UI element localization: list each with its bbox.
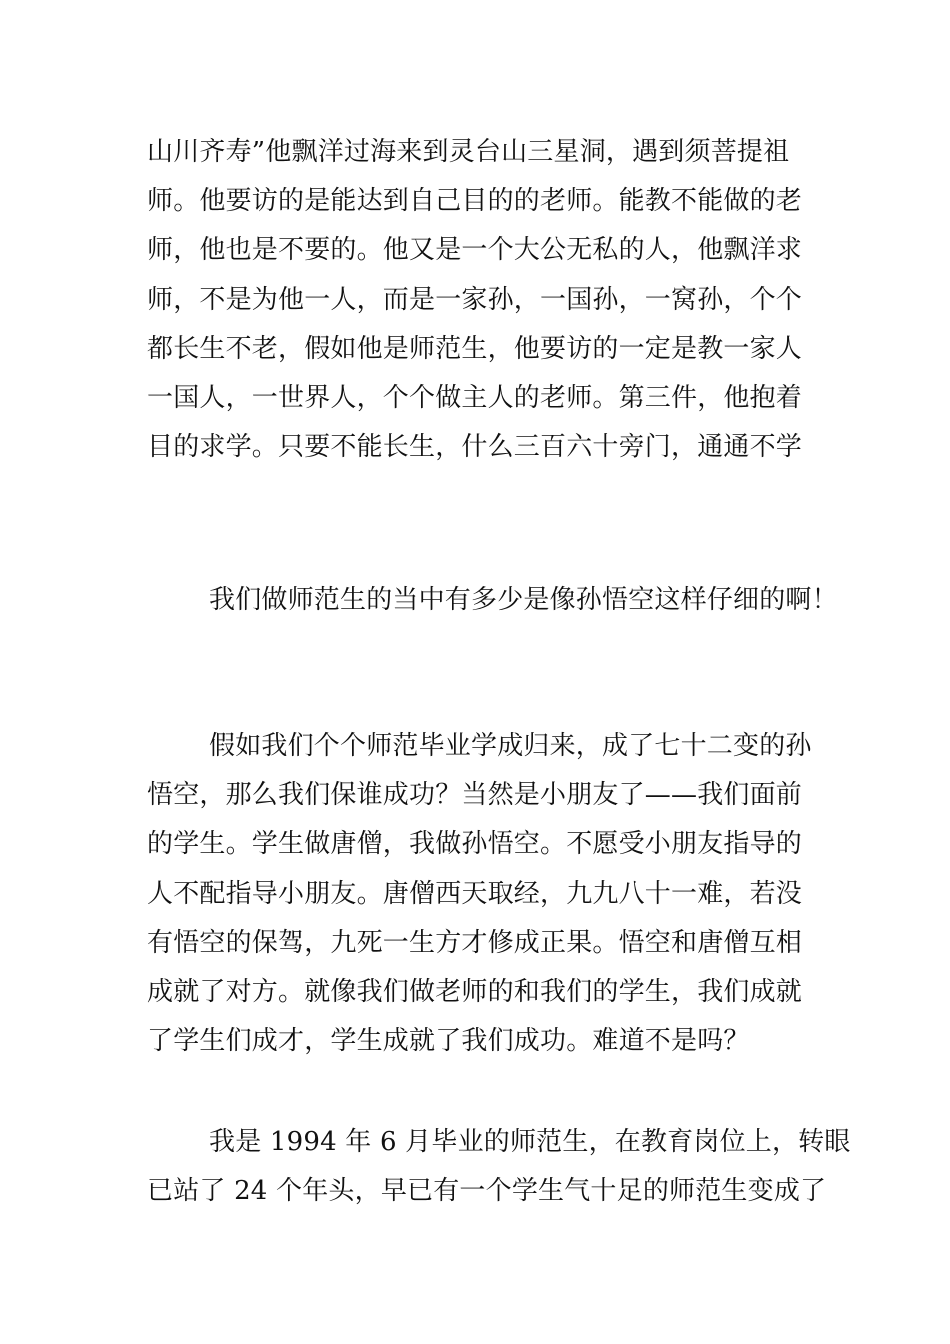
text-line: 成就了对方。就像我们做老师的和我们的学生，我们成就 bbox=[147, 976, 803, 1007]
text-line: 目的求学。只要不能长生，什么三百六十旁门，通通不学 bbox=[147, 432, 803, 463]
text-line: 师。他要访的是能达到自己目的的老师。能教不能做的老 bbox=[147, 186, 803, 217]
text-line: 师，不是为他一人，而是一家孙，一国孙，一窝孙，个个 bbox=[147, 284, 803, 315]
text-line: 我们做师范生的当中有多少是像孙悟空这样仔细的啊！ bbox=[209, 585, 838, 615]
text-line: 已站了 24 个年头，早已有一个学生气十足的师范生变成了 bbox=[147, 1176, 827, 1207]
text-line: 悟空，那么我们保谁成功？当然是小朋友了——我们面前 bbox=[147, 780, 803, 811]
paragraph-4 bbox=[147, 1118, 851, 1216]
text-line: 师，他也是不要的。他又是一个大公无私的人，他飘洋求 bbox=[147, 235, 803, 266]
text-line: 了学生们成才，学生成就了我们成功。难道不是吗？ bbox=[147, 1026, 750, 1057]
text-line: 假如我们个个师范毕业学成归来，成了七十二变的孙 bbox=[209, 731, 812, 761]
text-line: 山川齐寿”他飘洋过海来到灵台山三星洞，遇到须菩提祖 bbox=[147, 137, 790, 167]
text-line: 人不配指导小朋友。唐僧西天取经，九九八十一难，若没 bbox=[147, 878, 803, 909]
paragraph-3 bbox=[147, 722, 812, 1066]
text-line: 一国人，一世界人，个个做主人的老师。第三件，他抱着 bbox=[147, 382, 803, 413]
text-line: 的学生。学生做唐僧，我做孙悟空。不愿受小朋友指导的 bbox=[147, 829, 803, 860]
paragraph-2 bbox=[147, 576, 838, 625]
paragraph-1 bbox=[147, 128, 812, 472]
text-line: 都长生不老，假如他是师范生，他要访的一定是教一家人 bbox=[147, 333, 803, 364]
text-line: 我是 1994 年 6 月毕业的师范生，在教育岗位上，转眼 bbox=[209, 1127, 851, 1157]
text-line: 有悟空的保驾，九死一生方才修成正果。悟空和唐僧互相 bbox=[147, 927, 803, 958]
